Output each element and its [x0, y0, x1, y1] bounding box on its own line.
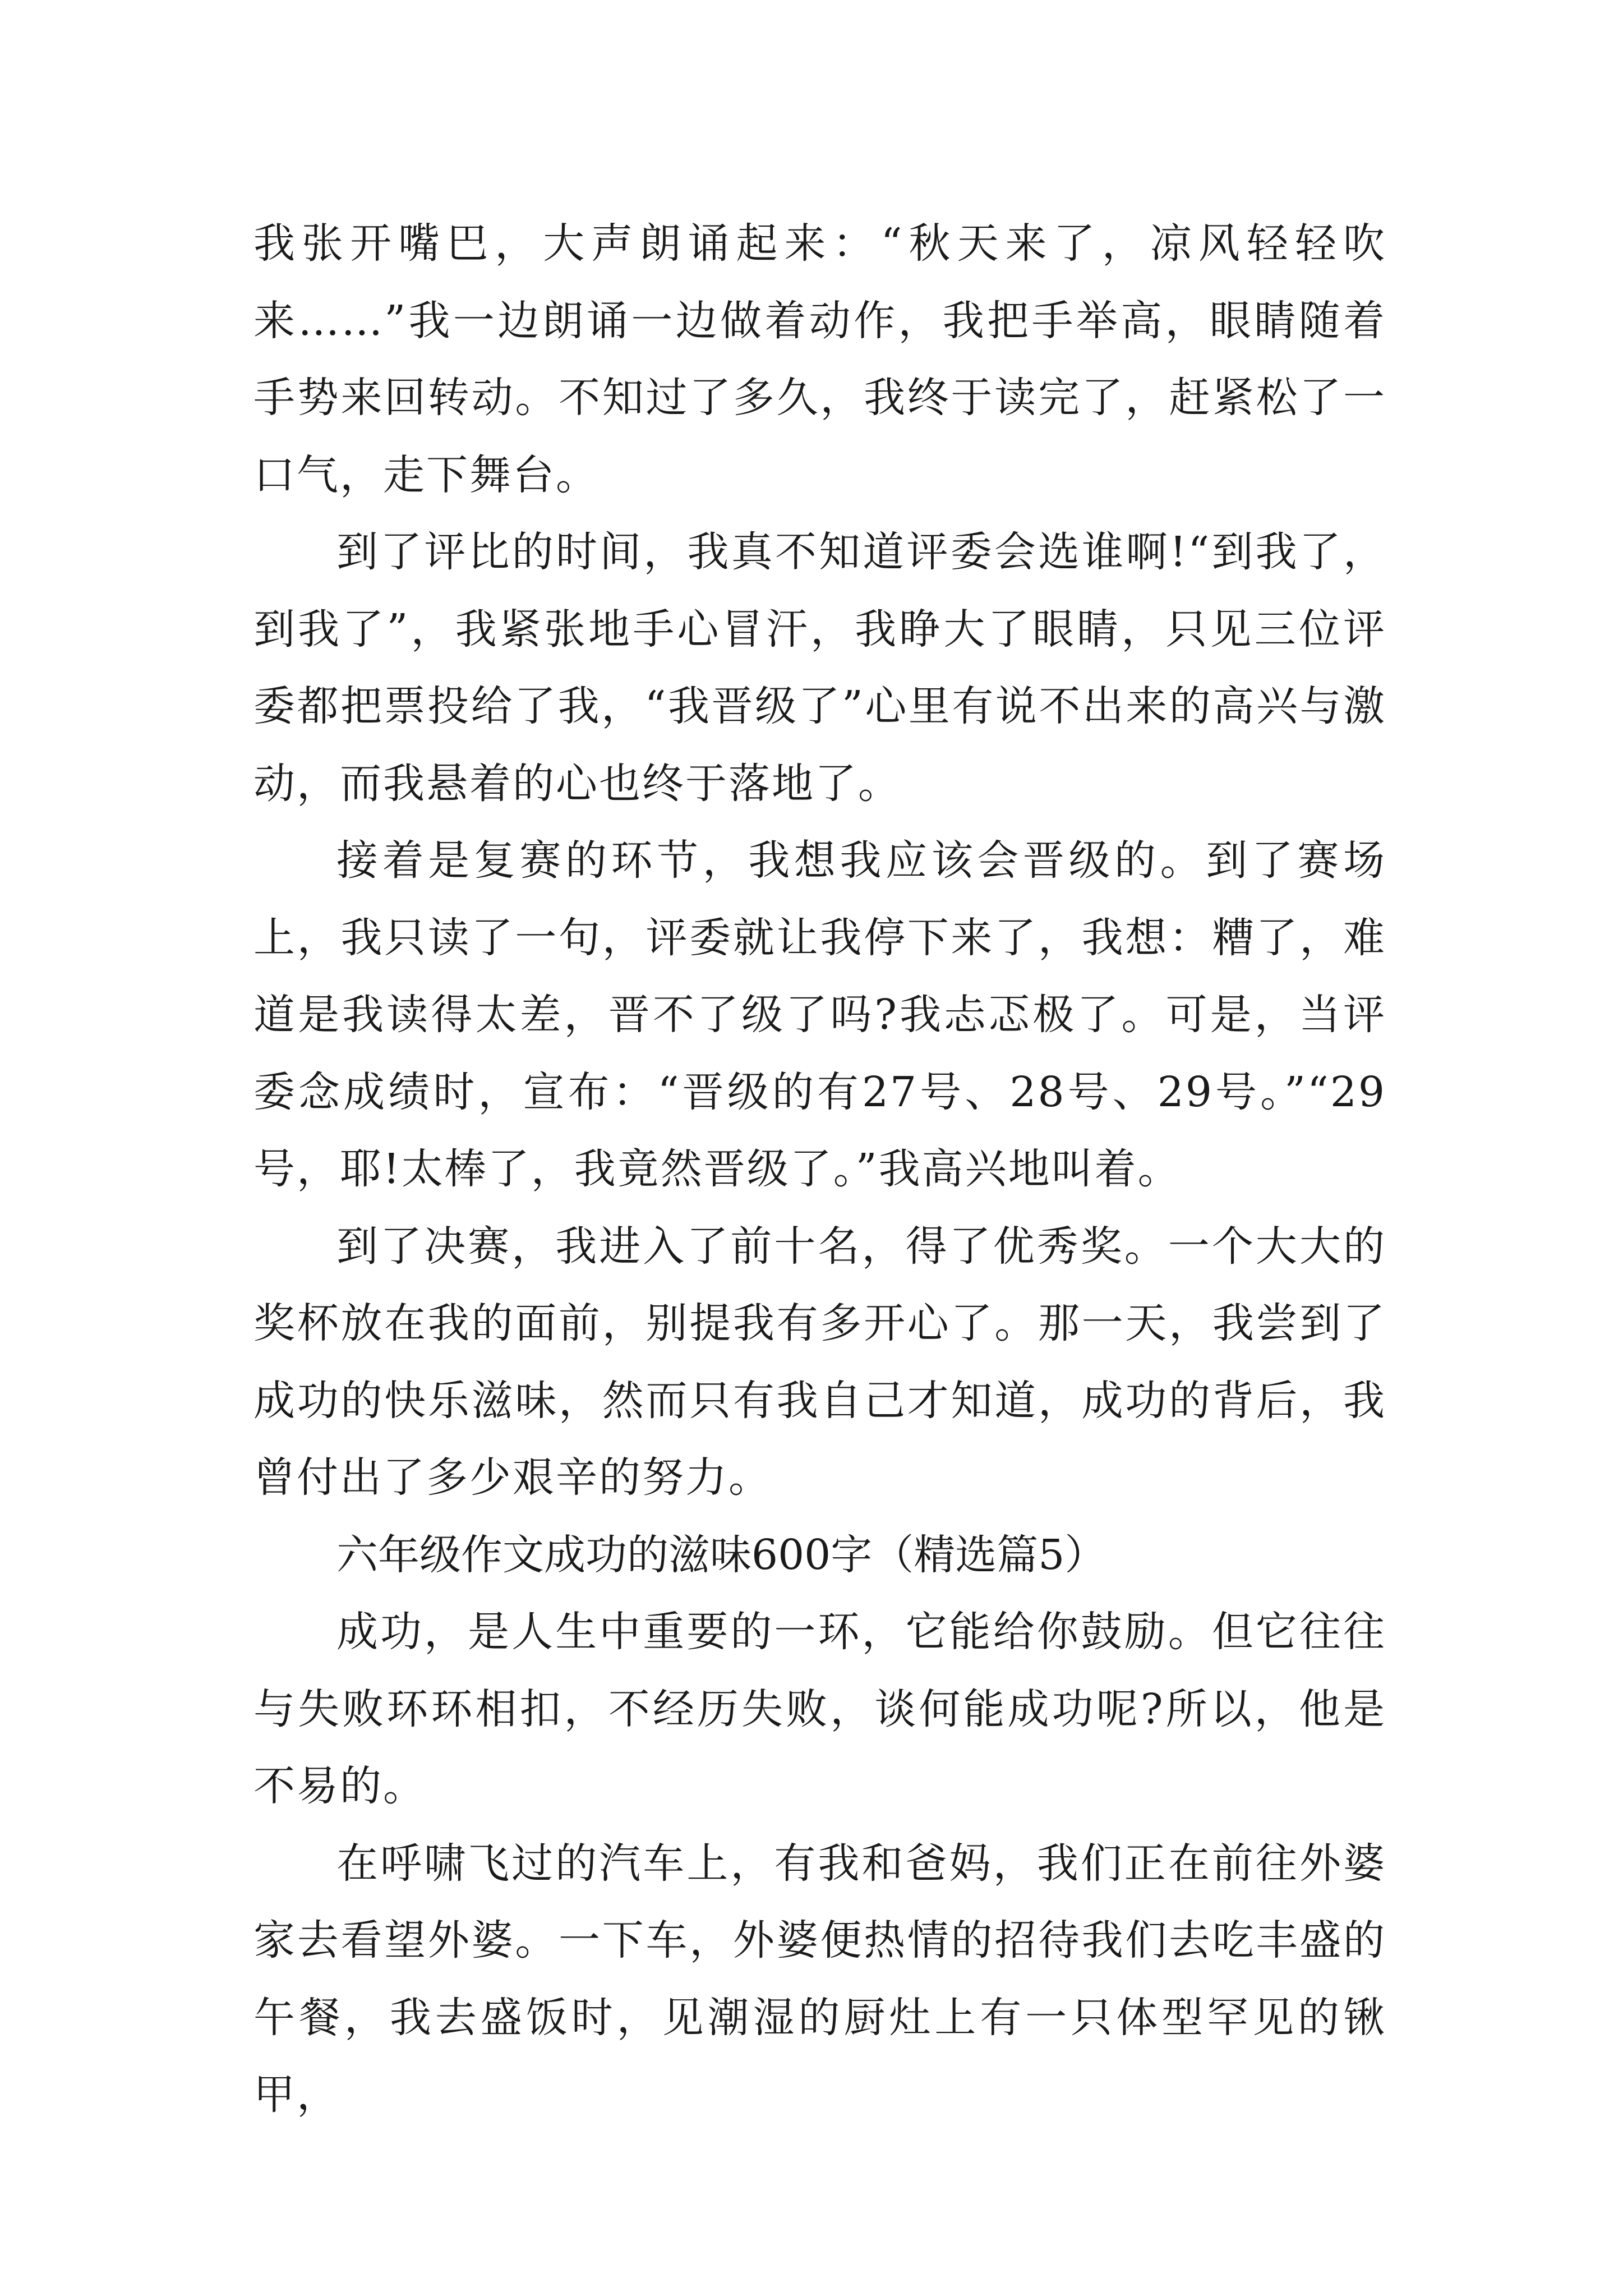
- paragraph-6: 在呼啸飞过的汽车上，有我和爸妈，我们正在前往外婆家去看望外婆。一下车，外婆便热情的招待我们去吃丰盛的午餐，我去盛饭时，见潮湿的厨灶上有一只体型罕见的锹甲，: [253, 1839, 1386, 2119]
- paragraph-2: 到了评比的时间，我真不知道评委会选谁啊!“到我了，到我了”，我紧张地手心冒汗，我睁大了眼睛，只见三位评委都把票投给了我，“我晋级了”心里有说不出来的高兴与激动，而我悬着的心也终于落地了。: [253, 528, 1386, 808]
- paragraph-3: 接着是复赛的环节，我想我应该会晋级的。到了赛场上，我只读了一句，评委就让我停下来了，我想：糟了，难道是我读得太差，晋不了级了吗?我忐忑极了。可是，当评委念成绩时，宣布：“晋级的有27号、28号、29号。”“29号，耶!太棒了，我竟然晋级了。”我高兴地叫着。: [253, 836, 1386, 1193]
- paragraph-5: 成功，是人生中重要的一环，它能给你鼓励。但它往往与失败环环相扣，不经历失败，谈何能成功呢?所以，他是不易的。: [253, 1608, 1386, 1810]
- paragraph-1: 我张开嘴巴，大声朗诵起来：“秋天来了，凉风轻轻吹来……”我一边朗诵一边做着动作，我把手举高，眼睛随着手势来回转动。不知过了多久，我终于读完了，赶紧松了一口气，走下舞台。: [253, 219, 1386, 499]
- document-body: [253, 205, 1386, 2134]
- section-heading: 六年级作文成功的滋味600字（精选篇5）: [336, 1530, 1106, 1579]
- paragraph-4: 到了决赛，我进入了前十名，得了优秀奖。一个大大的奖杯放在我的面前，别提我有多开心了。那一天，我尝到了成功的快乐滋味，然而只有我自己才知道，成功的背后，我曾付出了多少艰辛的努力。: [253, 1222, 1386, 1502]
